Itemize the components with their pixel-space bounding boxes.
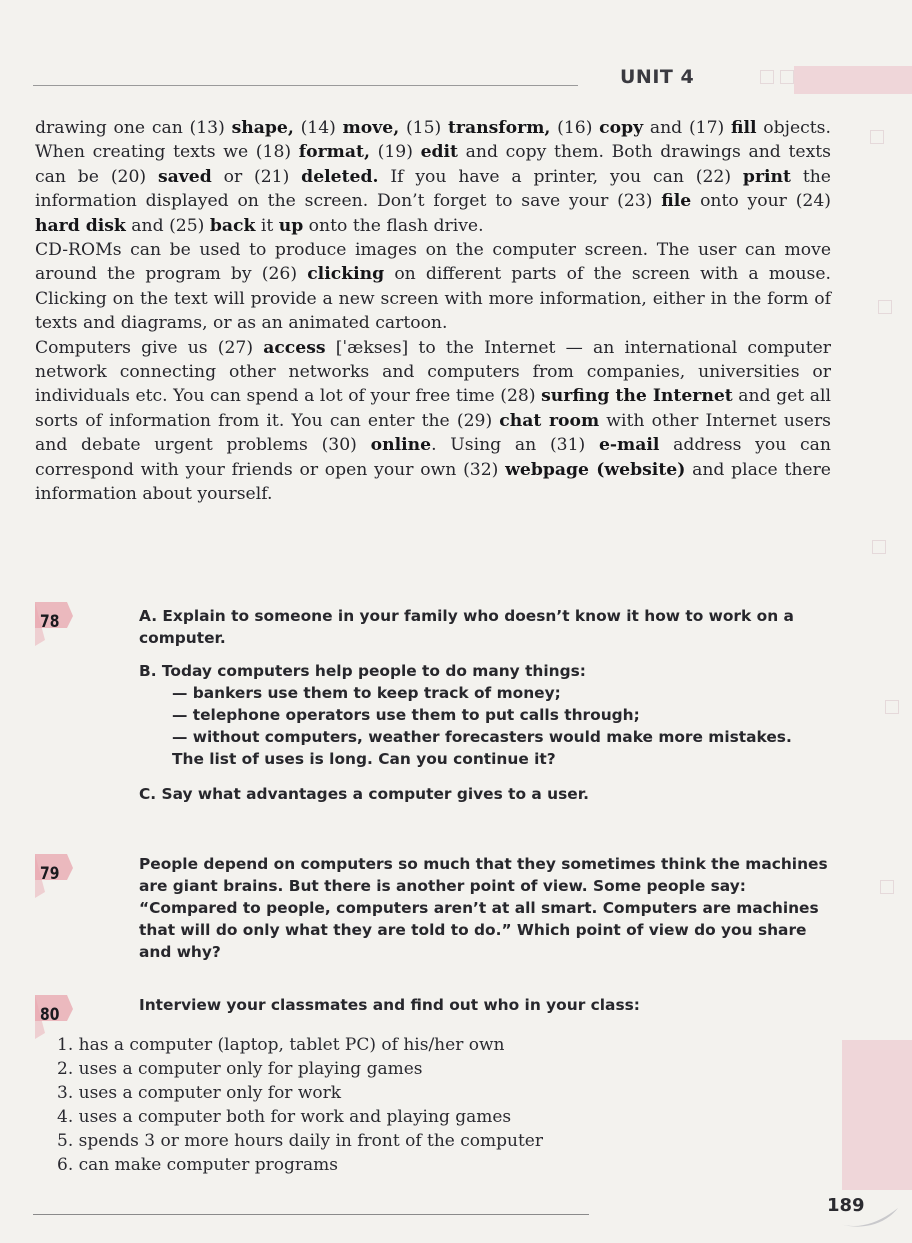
vocabulary-term: fill bbox=[730, 118, 757, 138]
text-run: and get all sorts of information from it. You can enter the (29) bbox=[35, 386, 831, 431]
header-rule bbox=[33, 85, 578, 86]
footer-rule bbox=[33, 1214, 589, 1215]
text-run: [ˈækses] to the Internet — an international computer network connecting other networks and computers from companies, universities or individuals etc. You can spend a lot of your free time (28) bbox=[35, 337, 831, 407]
text-run: address you can correspond with your friends or open your own (32) bbox=[35, 435, 831, 480]
exercise-80-instruction: Interview your classmates and find out who in your class: bbox=[139, 996, 640, 1014]
list-item: — bankers use them to keep track of money; bbox=[172, 684, 561, 702]
list-item: 5. spends 3 or more hours daily in front of the computer bbox=[57, 1131, 543, 1151]
text-run: it bbox=[255, 215, 279, 236]
vocabulary-term: edit bbox=[420, 142, 458, 163]
reading-paragraph bbox=[35, 238, 831, 336]
text-run: on different parts of the screen with a mouse. Clicking on the text will provide a new screen with more information, either in the form of texts and diagrams, or as an animated cartoon. bbox=[35, 264, 831, 334]
exercise-78-examples bbox=[139, 682, 839, 748]
list-item: — without computers, weather forecasters would make more mistakes. bbox=[172, 728, 792, 746]
text-run: the information displayed on the screen. Don’t forget to save your (23) bbox=[35, 166, 831, 212]
vocabulary-term: chat room bbox=[499, 410, 600, 431]
text-run: Computers give us (27) bbox=[35, 337, 264, 358]
reading-paragraph bbox=[35, 116, 831, 238]
vocabulary-term: print bbox=[742, 166, 791, 187]
vocabulary-term: webpage (website) bbox=[505, 459, 686, 480]
exercise-79-badge bbox=[33, 852, 73, 900]
exercise-79-text: People depend on computers so much that they sometimes think the machines are giant brains. But there is another point of view. Some people say: “Compared to people, computers aren’t at all smart. Computers are machines that will do only what they are told to do.” Which point of view do you share and why? bbox=[139, 855, 828, 961]
unit-heading: UNIT 4 bbox=[620, 66, 695, 88]
text-run: onto your (24) bbox=[691, 191, 831, 212]
list-item: — telephone operators use them to put calls through; bbox=[172, 706, 640, 724]
vocabulary-term: copy bbox=[599, 118, 644, 138]
header-color-band bbox=[794, 66, 912, 94]
text-run: and (25) bbox=[125, 215, 210, 236]
text-run: onto the flash drive. bbox=[303, 215, 484, 236]
exercise-80-list bbox=[57, 1033, 543, 1177]
text-run: drawing one can (13) bbox=[35, 118, 232, 138]
exercise-number: 79 bbox=[40, 864, 60, 884]
vocabulary-term: clicking bbox=[307, 264, 385, 285]
vocabulary-term: hard disk bbox=[35, 215, 126, 236]
text-run: and copy them. Both drawings and texts can be (20) bbox=[35, 142, 831, 187]
vocabulary-term: back bbox=[209, 215, 256, 236]
vocabulary-term: surfing the Internet bbox=[541, 386, 733, 407]
exercise-number: 80 bbox=[40, 1005, 60, 1025]
text-run: and place there information about yourself. bbox=[35, 459, 831, 505]
text-run: (16) bbox=[550, 118, 600, 138]
vocabulary-term: access bbox=[263, 337, 326, 358]
vocabulary-term: deleted. bbox=[301, 166, 379, 187]
vocabulary-term: e-mail bbox=[598, 435, 660, 456]
exercise-80-intro bbox=[139, 994, 839, 1016]
vocabulary-term: move, bbox=[342, 118, 400, 138]
exercise-number: 78 bbox=[40, 612, 60, 632]
vocabulary-term: up bbox=[278, 215, 304, 236]
reading-paragraph bbox=[35, 336, 831, 507]
text-run: objects. When creating texts we (18) bbox=[35, 118, 831, 163]
exercise-78-part-b-outro: The list of uses is long. Can you continue it? bbox=[172, 750, 556, 768]
footer-color-band bbox=[842, 1040, 912, 1190]
page-number: 189 bbox=[827, 1195, 865, 1216]
vocabulary-term: saved bbox=[157, 166, 212, 187]
text-run: (14) bbox=[293, 118, 343, 138]
list-item: 4. uses a computer both for work and playing games bbox=[57, 1107, 512, 1127]
list-item: 2. uses a computer only for playing games bbox=[57, 1059, 423, 1079]
vocabulary-term: shape, bbox=[231, 118, 294, 138]
exercise-78-part-c: C. Say what advantages a computer gives to a user. bbox=[139, 785, 589, 803]
reading-text bbox=[35, 116, 831, 507]
text-run: and (17) bbox=[643, 118, 731, 138]
vocabulary-term: file bbox=[661, 191, 692, 212]
page-corner-swoosh-icon bbox=[840, 1208, 900, 1230]
exercise-78-part-b-intro: B. Today computers help people to do many things: bbox=[139, 662, 586, 680]
vocabulary-term: transform, bbox=[447, 118, 551, 138]
vocabulary-term: format, bbox=[298, 142, 370, 163]
list-item: 6. can make computer programs bbox=[57, 1155, 339, 1175]
text-run: or (21) bbox=[211, 166, 302, 187]
text-run: CD-ROMs can be used to produce images on the computer screen. The user can move around the program by (26) bbox=[35, 240, 831, 285]
text-run: If you have a printer, you can (22) bbox=[378, 166, 743, 187]
exercise-78-badge bbox=[33, 600, 73, 648]
text-run: (19) bbox=[369, 142, 421, 163]
text-run: (15) bbox=[399, 118, 448, 138]
vocabulary-term: online bbox=[370, 435, 432, 456]
exercise-78-part-a: A. Explain to someone in your family who doesn’t know it how to work on a computer. bbox=[139, 607, 794, 647]
text-run: with other Internet users and debate urgent problems (30) bbox=[35, 410, 831, 456]
exercise-79 bbox=[139, 853, 839, 963]
text-run: . Using an (31) bbox=[431, 435, 599, 456]
exercise-78 bbox=[139, 605, 839, 805]
list-item: 3. uses a computer only for work bbox=[57, 1083, 342, 1103]
list-item: 1. has a computer (laptop, tablet PC) of his/her own bbox=[57, 1035, 505, 1055]
